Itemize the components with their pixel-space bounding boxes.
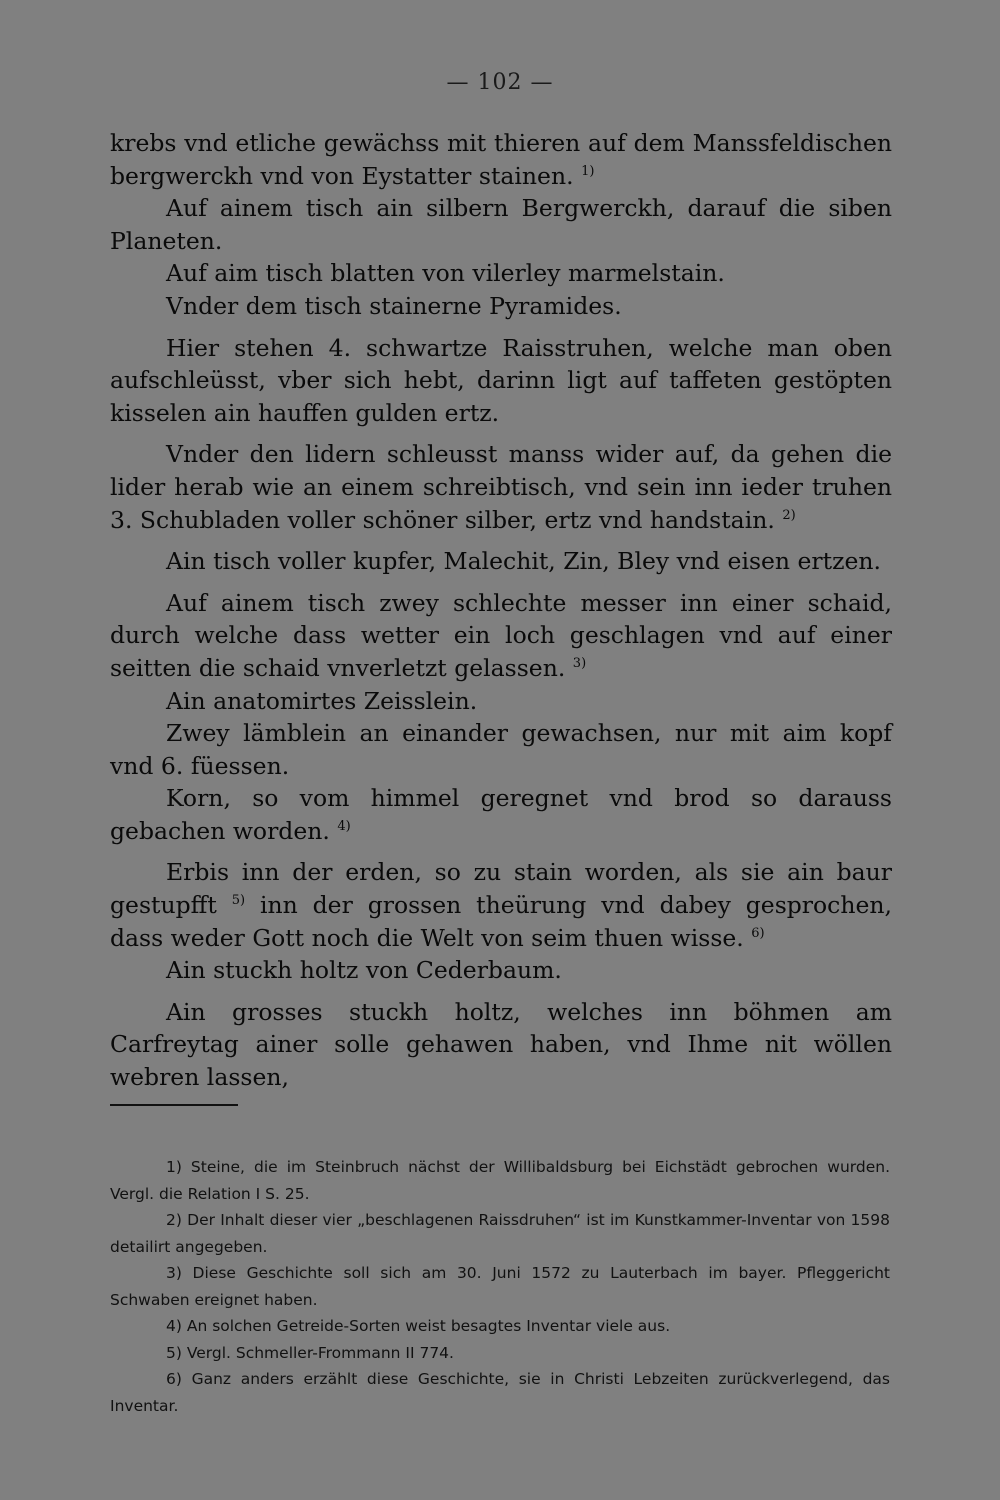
paragraph-text: inn der grossen theürung vnd dabey gesprochen, dass weder Gott noch die Welt von seim thuen wisse. — [110, 891, 892, 952]
footnote: 3) Diese Geschichte soll sich am 30. Juni 1572 zu Lauterbach im bayer. Pfleggericht Schwaben ereignet haben. — [110, 1264, 890, 1309]
main-text — [110, 127, 892, 1094]
paragraph-text: Ain grosses stuckh holtz, welches inn böhmen am Carfreytag ainer solle gehawen haben, vnd Ihme nit wöllen webren lassen, — [110, 997, 892, 1092]
paragraph — [110, 996, 892, 1094]
paragraph-text: Ain stuckh holtz von Cederbaum. — [166, 956, 562, 985]
footnote: 1) Steine, die im Steinbruch nächst der Willibaldsburg bei Eichstädt gebrochen wurden. Vergl. die Relation I S. 25. — [110, 1158, 890, 1203]
paragraph — [110, 717, 892, 782]
footnote-divider — [110, 1104, 238, 1106]
paragraph-text: Erbis inn der erden, so zu stain worden, als sie ain baur gestupfft — [110, 858, 892, 920]
paragraph — [110, 856, 892, 954]
footnote-ref: 2) — [782, 507, 796, 523]
footnote-ref: 4) — [337, 818, 351, 834]
footnote-ref: 5) — [231, 893, 246, 909]
paragraph — [110, 685, 892, 718]
footnote: 6) Ganz anders erzählt diese Geschichte, sie in Christi Lebzeiten zurückverlegend, das Inventar. — [110, 1370, 890, 1415]
paragraph — [110, 332, 892, 430]
footnote: 4) An solchen Getreide-Sorten weist besagtes Inventar viele aus. — [166, 1317, 671, 1335]
paragraph-text: Hier stehen 4. schwartze Raisstruhen, welche man oben aufschleüsst, vber sich hebt, darinn ligt auf taffeten gestöpten kisselen ain hauffen gulden ertz. — [110, 333, 892, 427]
paragraph — [110, 257, 892, 290]
paragraph-text: Vnder dem tisch stainerne Pyramides. — [166, 291, 622, 320]
paragraph — [110, 954, 892, 987]
paragraph-text: Auf aim tisch blatten von vilerley marmelstain. — [166, 259, 725, 288]
paragraph — [110, 782, 892, 847]
footnotes — [110, 1154, 890, 1419]
paragraph — [110, 545, 892, 578]
paragraph — [110, 192, 892, 257]
footnote: 2) Der Inhalt dieser vier „beschlagenen Raissdruhen“ ist im Kunstkammer-Inventar von 1598 detailirt angegeben. — [110, 1211, 890, 1256]
paragraph-text: Auf ainem tisch zwey schlechte messer inn einer schaid, durch welche dass wetter ein loch geschlagen vnd auf einer seitten die schaid vnverletzt gelassen. — [110, 588, 892, 682]
paragraph — [110, 127, 892, 192]
paragraph-text: Zwey lämblein an einander gewachsen, nur mit aim kopf vnd 6. füessen. — [110, 719, 892, 780]
paragraph-text: Ain tisch voller kupfer, Malechit, Zin, Bley vnd eisen ertzen. — [166, 547, 882, 576]
paragraph-text: Korn, so vom himmel geregnet vnd brod so darauss gebachen worden. — [110, 784, 892, 845]
footnote: 5) Vergl. Schmeller-Frommann II 774. — [166, 1343, 454, 1362]
footnote-ref: 6) — [751, 925, 765, 941]
paragraph-text: krebs vnd etliche gewächss mit thieren auf dem Manssfeldischen bergwerckh vnd von Eystatter stainen. — [110, 129, 892, 190]
paragraph — [110, 438, 892, 536]
footnote-ref: 3) — [572, 655, 587, 671]
paragraph — [110, 587, 892, 685]
page-number: — 102 — — [446, 70, 554, 95]
paragraph-text: Auf ainem tisch ain silbern Bergwerckh, darauf die siben Planeten. — [110, 194, 892, 255]
paragraph-text: Vnder den lidern schleusst manss wider auf, da gehen die lider herab wie an einem schreibtisch, vnd sein inn ieder truhen 3. Schubladen voller schöner silber, ertz vnd handstain. — [110, 440, 892, 534]
paragraph-text: Ain anatomirtes Zeisslein. — [166, 686, 478, 715]
footnote-ref: 1) — [581, 163, 595, 179]
paragraph — [110, 290, 892, 323]
